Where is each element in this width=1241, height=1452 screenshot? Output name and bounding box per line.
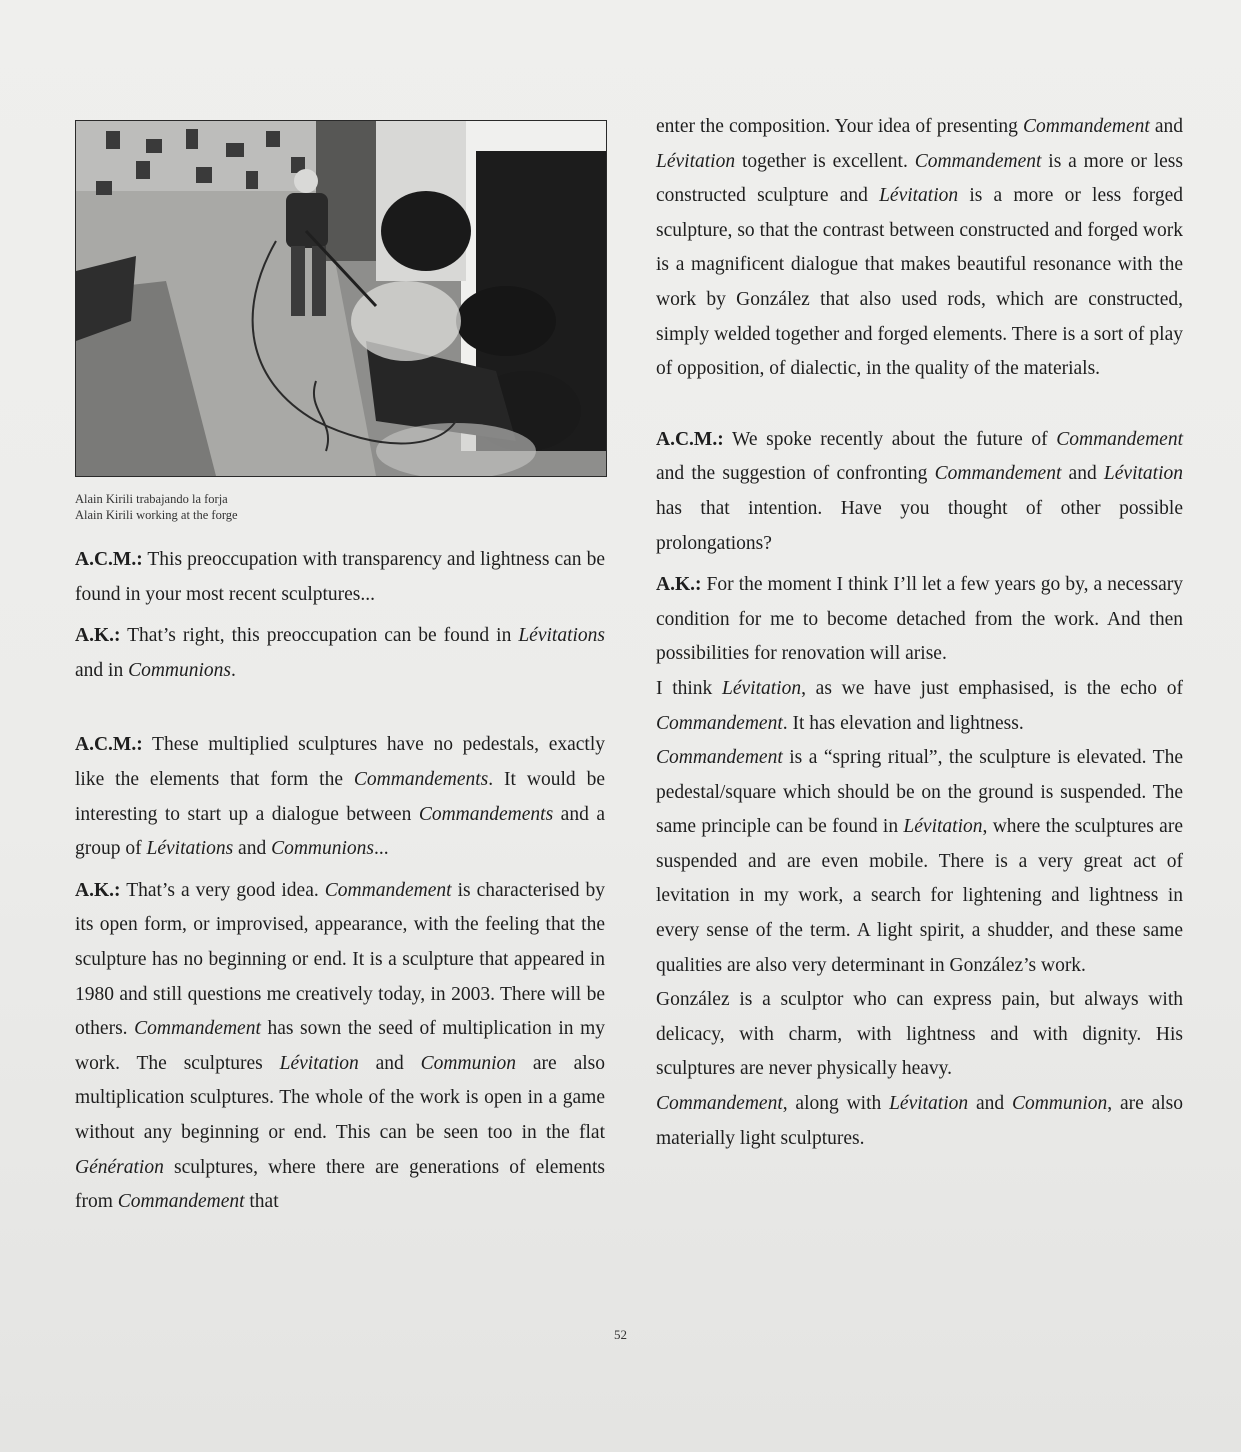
work-title: Commandement xyxy=(656,1093,783,1115)
speaker-label: A.K.: xyxy=(75,879,121,901)
text-run: and xyxy=(1061,463,1104,485)
work-title: Commandement xyxy=(1056,428,1183,450)
text-run: and a group of xyxy=(75,803,605,860)
work-title: Lévitation xyxy=(722,677,802,699)
text-run: is a “spring ritual”, the sculpture is elevated. The pedestal/square which should be on the ground is suspended. The same principle can be found in xyxy=(656,747,1183,838)
text-run: , where the sculptures are suspended and are even mobile. There is a very great act of levitation in my work, a search for lightening and lightness in every sense of the term. A light spirit, a shudder, and these same qualities are also very determinant in González’s work. xyxy=(656,816,1183,976)
left-column xyxy=(75,120,605,1220)
work-title: Communions xyxy=(128,659,232,681)
speaker-label: A.C.M.: xyxy=(75,734,143,756)
text-run: and xyxy=(358,1052,421,1074)
work-title: Commandement xyxy=(324,879,452,901)
work-title: Lévitation xyxy=(279,1052,359,1074)
paragraph xyxy=(75,728,605,866)
work-title: Commandements xyxy=(418,803,554,825)
paragraph xyxy=(656,110,1183,387)
text-run: For the moment I think I’ll let a few years go by, a necessary condition for me to become detached from the work. And then possibilities for renovation will arise. xyxy=(656,574,1183,665)
text-run: and xyxy=(233,838,272,860)
work-title: Lévitations xyxy=(146,838,234,860)
text-run: That’s right, this preoccupation can be found in xyxy=(120,625,519,647)
text-run: , as we have just emphasised, is the echo of xyxy=(801,677,1183,699)
caption-spanish: Alain Kirili trabajando la forja xyxy=(75,492,228,506)
work-title: Communion xyxy=(1011,1093,1108,1115)
work-title: Lévitation xyxy=(903,816,983,838)
work-title: Commandement xyxy=(656,712,783,734)
text-run: . It would be interesting to start up a dialogue between xyxy=(75,768,605,825)
paragraph xyxy=(656,672,1183,741)
work-title: Commandement xyxy=(1023,116,1150,137)
paragraph xyxy=(75,543,605,612)
work-title: Communion xyxy=(420,1052,517,1074)
text-run: ... xyxy=(374,838,389,860)
text-run: enter the composition. Your idea of presenting xyxy=(656,116,1024,137)
text-run: together is excellent. xyxy=(735,150,915,172)
work-title: Génération xyxy=(75,1156,164,1178)
work-title: Commandements xyxy=(353,768,489,790)
text-run: that xyxy=(244,1191,279,1213)
text-run: , are also materially light sculptures. xyxy=(656,1093,1184,1149)
forge-photo xyxy=(75,120,607,477)
speaker-label: A.K.: xyxy=(656,574,702,596)
text-run: and the suggestion of confronting xyxy=(656,463,935,485)
text-run: sculptures, where there are generations of elements from xyxy=(75,1156,605,1213)
text-run: González is a sculptor who can express pain, but always with delicacy, with charm, with lightness and with dignity. His sculptures are never physically heavy. xyxy=(656,989,1183,1080)
work-title: Lévitation xyxy=(879,185,959,207)
work-title: Lévitation xyxy=(889,1093,969,1115)
work-title: Lévitation xyxy=(656,150,736,172)
text-run: has that intention. Have you thought of other possible prolongations? xyxy=(656,497,1183,554)
text-run: is a more or less constructed sculpture and xyxy=(656,150,1183,207)
text-run: We spoke recently about the future of xyxy=(723,428,1057,450)
paragraph xyxy=(656,983,1183,1087)
text-run: I think xyxy=(656,677,722,699)
paragraph xyxy=(656,1087,1183,1156)
speaker-label: A.C.M.: xyxy=(75,549,143,570)
paragraph xyxy=(656,423,1183,561)
text-run: and xyxy=(968,1093,1012,1115)
paragraph xyxy=(656,568,1183,672)
text-run: and in xyxy=(75,659,129,681)
text-run: . xyxy=(231,659,236,681)
work-title: Lévitations xyxy=(518,625,605,647)
photo-caption xyxy=(75,491,605,523)
speaker-label: A.K.: xyxy=(75,625,121,647)
text-run: is characterised by its open form, or improvised, appearance, with the feeling that the sculpture has no beginning or end. It is a sculpture that appeared in 1980 and still questions me creatively today, in 2003. There will be others. xyxy=(75,879,605,1040)
paragraph xyxy=(75,619,605,688)
forge-photo-image xyxy=(76,121,606,476)
work-title: Commandement xyxy=(934,463,1062,485)
right-column xyxy=(656,110,1183,1156)
left-text-block xyxy=(75,543,605,1220)
text-run: . It has elevation and lightness. xyxy=(782,712,1024,734)
paragraph xyxy=(656,741,1183,983)
work-title: Commandement xyxy=(134,1018,261,1040)
work-title: Lévitation xyxy=(1103,463,1183,485)
work-title: Commandement xyxy=(117,1191,245,1213)
work-title: Commandement xyxy=(914,150,1042,172)
speaker-label: A.C.M.: xyxy=(656,428,724,450)
work-title: Communions xyxy=(271,838,375,860)
text-run: That’s a very good idea. xyxy=(120,879,325,901)
text-run: , along with xyxy=(782,1093,890,1115)
text-run: and xyxy=(1149,116,1184,137)
text-run: are also multiplication sculptures. The whole of the work is open in a game without any beginning or end. This can be seen too in the flat xyxy=(75,1052,606,1143)
caption-english: Alain Kirili working at the forge xyxy=(75,508,238,522)
paragraph xyxy=(75,874,605,1220)
work-title: Commandement xyxy=(656,747,783,769)
text-run: is a more or less forged sculpture, so that the contrast between constructed and forged work is a magnificent dialogue that makes beautiful resonance with the work by González that also used rods, which are constructed, simply welded together and forged elements. There is a sort of play of opposition, of dialectic, in the quality of the materials. xyxy=(656,185,1183,380)
text-run: has sown the seed of multiplication in my work. The sculptures xyxy=(75,1018,606,1074)
page-number: 52 xyxy=(614,1327,627,1342)
paragraph-text: This preoccupation with transparency and lightness can be found in your most recent sculptures... xyxy=(75,549,605,605)
text-run: These multiplied sculptures have no pedestals, exactly like the elements that form the xyxy=(75,734,605,790)
